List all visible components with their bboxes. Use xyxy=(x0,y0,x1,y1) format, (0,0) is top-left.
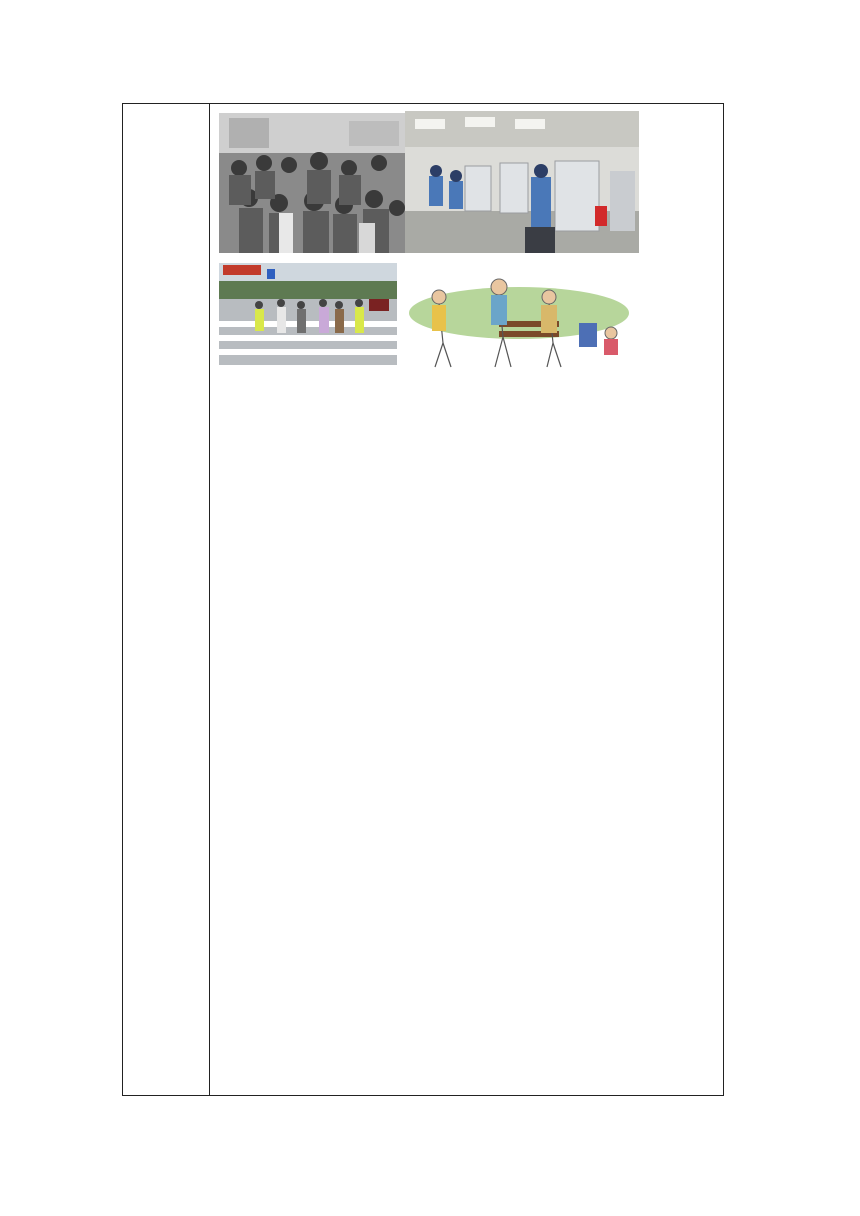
factory-workers-photo xyxy=(405,111,639,253)
photo-row-1 xyxy=(219,113,719,263)
crowd-order-photo xyxy=(219,113,405,253)
cartoon-illustration xyxy=(399,263,643,375)
crosswalk-photo xyxy=(219,263,397,365)
lesson-table xyxy=(122,103,724,1096)
photo-row-2 xyxy=(219,263,719,389)
column-divider xyxy=(209,104,210,1095)
content-cell xyxy=(219,104,719,389)
